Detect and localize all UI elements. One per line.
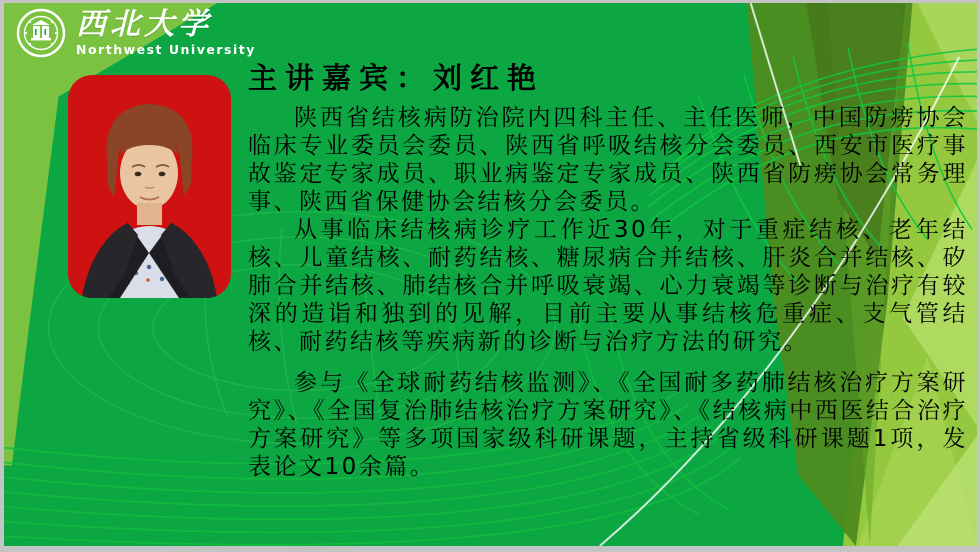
university-logo [16, 8, 256, 58]
university-name [76, 6, 256, 57]
speaker-intro [248, 61, 968, 481]
speaker-photo [68, 75, 231, 298]
presentation-slide [4, 3, 977, 546]
slide-title: 主讲嘉宾：刘红艳 [248, 61, 545, 95]
university-seal-icon [16, 8, 66, 58]
bio-paragraph-experience: 从事临床结核病诊疗工作近30年，对于重症结核、老年结核、儿童结核、耐药结核、糖尿病合并结核、肝炎合并结核、矽肺合并结核、肺结核合并呼吸衰竭、心力衰竭等诊断与治疗有较深的造诣和独到的见解，目前主要从事结核危重症、支气管结核、耐药结核等疾病新的诊断与治疗方法的研究。 [248, 217, 968, 355]
bio-paragraph-credentials: 陕西省结核病防治院内四科主任、主任医师，中国防痨协会临床专业委员会委员、陕西省呼吸结核分会委员、西安市医疗事故鉴定专家成员、职业病鉴定专家成员、陕西省防痨协会常务理事、陕西省保健协会结核分会委员。 [248, 105, 968, 215]
bio-paragraph-research: 参与《全球耐药结核监测》、《全国耐多药肺结核治疗方案研究》、《全国复治肺结核治疗方案研究》、《结核病中西医结合治疗方案研究》等多项国家级科研课题，主持省级科研课题1项，发表论文10余篇。 [248, 370, 968, 480]
university-name-cn: 西北大学 [76, 6, 212, 42]
university-name-en: Northwest University [76, 41, 256, 57]
